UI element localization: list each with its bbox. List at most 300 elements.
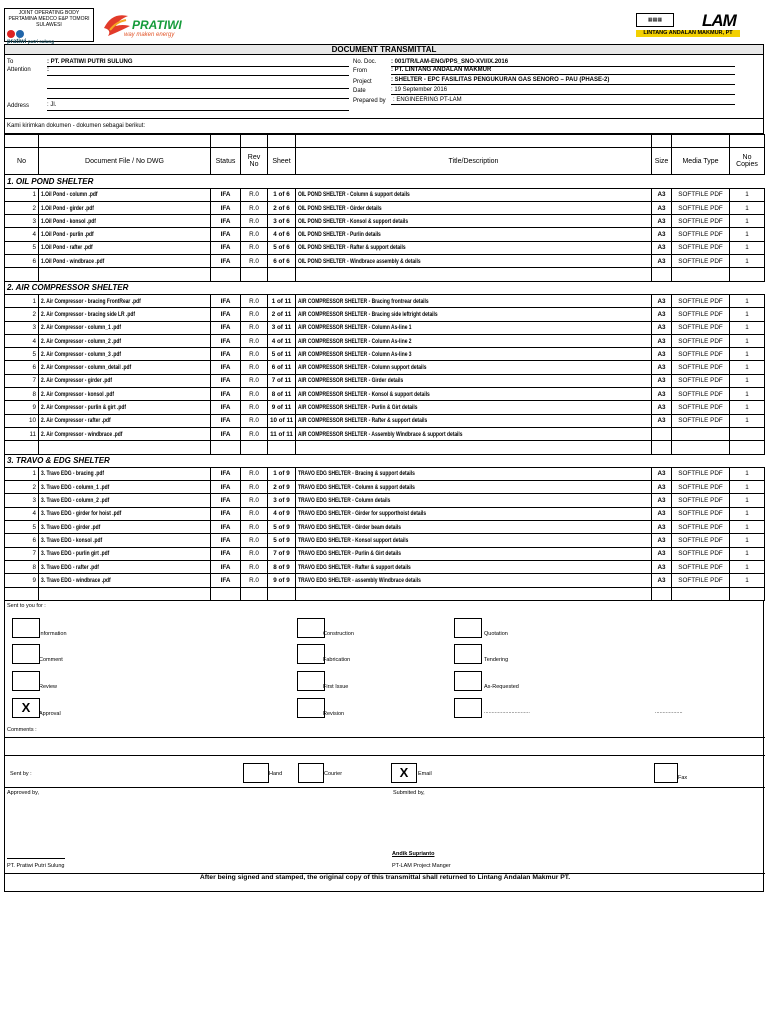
cell-copies: 1 <box>730 215 765 228</box>
section-header-row <box>5 175 765 188</box>
cell-file <box>39 361 211 374</box>
construction-label: Construction <box>323 630 354 637</box>
cell-size <box>652 507 672 520</box>
cell-title-text: TRAVO EDG SHELTER - Girder beam details <box>298 523 401 531</box>
cell-title-text: AIR COMPRESSOR SHELTER - Bracing frontrear details <box>298 297 429 305</box>
cell-media: SOFTFILE PDF <box>672 321 730 334</box>
table-row <box>5 334 765 347</box>
cell-file <box>39 574 211 587</box>
cell-file-text: 3. Travo EDG - rafter .pdf <box>41 563 99 571</box>
col-sheet: Sheet <box>268 148 296 175</box>
cell-sheet <box>268 560 296 573</box>
cell-size-text: A3 <box>657 310 666 318</box>
cell-file-text: 2. Air Compressor - column_1 .pdf <box>41 324 122 332</box>
cell-title <box>296 481 652 494</box>
cell-copies: 1 <box>730 521 765 534</box>
cell-copies: 1 <box>730 574 765 587</box>
cell-sheet <box>268 547 296 560</box>
date-underline <box>391 94 735 95</box>
cell-status-text: IFA <box>220 510 231 518</box>
table-row <box>5 547 765 560</box>
job-logo-line-1: JOINT OPERATING BODY <box>18 10 80 16</box>
cell-sheet <box>268 481 296 494</box>
cell-status <box>211 308 241 321</box>
cell-media: SOFTFILE PDF <box>672 507 730 520</box>
cell-no: 8 <box>5 560 39 573</box>
cell-size <box>652 560 672 573</box>
fabrication-checkbox[interactable] <box>297 644 325 664</box>
cell-status <box>211 574 241 587</box>
cell-rev: R.0 <box>241 494 268 507</box>
cell-media: SOFTFILE PDF <box>672 467 730 480</box>
section-title: 3. TRAVO & EDG SHELTER <box>5 454 765 467</box>
cell-size <box>652 201 672 214</box>
cell-file <box>39 427 211 440</box>
first-issue-label: First Issue <box>323 683 349 690</box>
date-label: Date <box>353 88 366 94</box>
cell-size-text: A3 <box>657 337 666 345</box>
hand-checkbox[interactable] <box>243 763 269 783</box>
cell-title <box>296 467 652 480</box>
cell-copies: 1 <box>730 348 765 361</box>
tendering-label: Tendering <box>484 656 509 663</box>
cell-size <box>652 321 672 334</box>
cell-media: SOFTFILE PDF <box>672 201 730 214</box>
cell-status <box>211 560 241 573</box>
cell-title-text: AIR COMPRESSOR SHELTER - Column As-line 1 <box>298 324 412 332</box>
cell-no: 2 <box>5 481 39 494</box>
table-row <box>5 201 765 214</box>
cell-media: SOFTFILE PDF <box>672 374 730 387</box>
cell-copies <box>730 427 765 440</box>
cell-status-text: IFA <box>220 297 231 305</box>
cell-size-text: A3 <box>657 217 666 225</box>
courier-label: Courier <box>324 770 343 777</box>
cell-media: SOFTFILE PDF <box>672 348 730 361</box>
cell-rev: R.0 <box>241 481 268 494</box>
cell-status <box>211 481 241 494</box>
cell-size <box>652 228 672 241</box>
cell-file-text: 1.Oil Pond - konsol .pdf <box>41 217 96 225</box>
project-label: Project <box>353 79 372 85</box>
cell-file-text: 2. Air Compressor - purlin & girt .pdf <box>41 403 126 411</box>
cell-status-text: IFA <box>220 310 231 318</box>
comment-checkbox[interactable] <box>12 644 40 664</box>
attention-value: : <box>47 67 49 73</box>
cell-media: SOFTFILE PDF <box>672 560 730 573</box>
cell-sheet-text: 6 of 11 <box>271 364 292 372</box>
cell-sheet-text: 3 of 6 <box>273 217 290 225</box>
cell-size <box>652 427 672 440</box>
table-row <box>5 507 765 520</box>
cell-size <box>652 401 672 414</box>
cell-title <box>296 521 652 534</box>
as-requested-checkbox[interactable] <box>454 671 482 691</box>
courier-checkbox[interactable] <box>298 763 324 783</box>
cell-size <box>652 241 672 254</box>
cell-size <box>652 547 672 560</box>
cell-sheet <box>268 215 296 228</box>
cell-sheet <box>268 388 296 401</box>
review-checkbox[interactable] <box>12 671 40 691</box>
cell-sheet <box>268 294 296 307</box>
cell-status <box>211 388 241 401</box>
transmittal-footer <box>4 601 764 892</box>
transmittal-header <box>4 54 764 119</box>
cell-title-text: AIR COMPRESSOR SHELTER - Girder details <box>298 377 404 385</box>
cell-file <box>39 188 211 201</box>
cell-sheet-text: 1 of 9 <box>273 470 290 478</box>
cell-title <box>296 348 652 361</box>
cell-status <box>211 427 241 440</box>
cell-sheet <box>268 228 296 241</box>
information-checkbox[interactable] <box>12 618 40 638</box>
cell-size-text: A3 <box>657 550 666 558</box>
iso-badge-icon: ▦▦▦ <box>636 13 674 27</box>
cell-size <box>652 348 672 361</box>
cell-title-text: TRAVO EDG SHELTER - Rafter & support details <box>298 563 411 571</box>
cell-sheet <box>268 308 296 321</box>
cell-no: 4 <box>5 228 39 241</box>
table-row <box>5 294 765 307</box>
cell-sheet-text: 5 of 9 <box>273 523 290 531</box>
cell-size-text: A3 <box>657 576 666 584</box>
cell-status <box>211 547 241 560</box>
table-row <box>5 241 765 254</box>
cell-status-text: IFA <box>220 191 231 199</box>
cell-file-text: 1.Oil Pond - purlin .pdf <box>41 231 94 239</box>
cell-file <box>39 388 211 401</box>
cell-title-text: OIL POND SHELTER - Purlin details <box>298 231 381 239</box>
cell-media <box>672 427 730 440</box>
cell-no: 1 <box>5 467 39 480</box>
cell-file <box>39 215 211 228</box>
section-header-row <box>5 281 765 294</box>
cell-title-text: AIR COMPRESSOR SHELTER - Purlin & Girt details <box>298 403 418 411</box>
cell-sheet <box>268 188 296 201</box>
cell-copies: 1 <box>730 560 765 573</box>
approval-checkbox[interactable]: X <box>12 698 40 718</box>
other-dots-1: .............................. <box>484 708 530 715</box>
cell-status-text: IFA <box>220 337 231 345</box>
approved-by-label: Approved by, <box>7 789 40 796</box>
fax-checkbox[interactable] <box>654 763 678 783</box>
cell-status <box>211 507 241 520</box>
table-row <box>5 494 765 507</box>
cell-no: 5 <box>5 348 39 361</box>
prepared-label: Prepared by <box>353 98 386 104</box>
cell-file <box>39 374 211 387</box>
cell-file-text: 2. Air Compressor - column_detail .pdf <box>41 364 132 372</box>
col-no: No <box>5 148 39 175</box>
cell-size-text: A3 <box>657 483 666 491</box>
cell-size-text: A3 <box>657 417 666 425</box>
cell-file <box>39 228 211 241</box>
cell-sheet-text: 6 of 6 <box>273 257 290 265</box>
cell-size-text: A3 <box>657 563 666 571</box>
cell-status-text: IFA <box>220 563 231 571</box>
email-checkbox[interactable]: X <box>391 763 417 783</box>
cell-status <box>211 321 241 334</box>
to-underline <box>47 66 349 67</box>
cell-status-text: IFA <box>220 550 231 558</box>
to-label: To <box>7 59 14 65</box>
other-checkbox[interactable] <box>454 698 482 718</box>
table-row <box>5 574 765 587</box>
cell-title <box>296 374 652 387</box>
table-row <box>5 348 765 361</box>
sent-by-label: Sent by : <box>10 770 32 777</box>
tendering-checkbox[interactable] <box>454 644 482 664</box>
cell-media: SOFTFILE PDF <box>672 228 730 241</box>
first-issue-checkbox[interactable] <box>297 671 325 691</box>
cell-title <box>296 228 652 241</box>
cell-status-text: IFA <box>220 204 231 212</box>
cell-rev: R.0 <box>241 201 268 214</box>
table-body <box>5 175 765 601</box>
cell-sheet-text: 1 of 6 <box>273 191 290 199</box>
cell-sheet <box>268 507 296 520</box>
cell-size <box>652 534 672 547</box>
information-label: Information <box>39 630 67 637</box>
logo-bar <box>4 6 764 44</box>
cell-no: 6 <box>5 255 39 268</box>
cell-title-text: OIL POND SHELTER - Windbrace assembly & details <box>298 257 421 265</box>
cell-media: SOFTFILE PDF <box>672 414 730 427</box>
comments-label: Comments : <box>7 726 37 733</box>
pratiwi-tagline: way maken energy <box>124 32 175 38</box>
blank-underline-2 <box>47 98 349 99</box>
cell-size-text: A3 <box>657 364 666 372</box>
attention-underline <box>47 75 349 76</box>
revision-label: Revision <box>323 710 345 717</box>
cell-size <box>652 308 672 321</box>
cell-sheet <box>268 321 296 334</box>
cell-status-text: IFA <box>220 390 231 398</box>
section-title: 2. AIR COMPRESSOR SHELTER <box>5 281 765 294</box>
from-label: From <box>353 68 367 74</box>
cell-sheet <box>268 361 296 374</box>
approval-label: Approval <box>39 710 61 717</box>
cell-file-text: 2. Air Compressor - windbrace .pdf <box>41 430 123 438</box>
cell-sheet-text: 5 of 6 <box>273 244 290 252</box>
cell-copies: 1 <box>730 534 765 547</box>
table-row <box>5 414 765 427</box>
table-row <box>5 388 765 401</box>
cell-size <box>652 215 672 228</box>
cell-size <box>652 255 672 268</box>
cell-title-text: TRAVO EDG SHELTER - Column & support details <box>298 483 415 491</box>
cell-no: 3 <box>5 494 39 507</box>
cell-sheet-text: 2 of 6 <box>273 204 290 212</box>
cell-copies: 1 <box>730 401 765 414</box>
cell-copies: 1 <box>730 294 765 307</box>
section-spacer <box>5 441 765 454</box>
cell-title-text: AIR COMPRESSOR SHELTER - Column support details <box>298 364 427 372</box>
cell-no: 9 <box>5 401 39 414</box>
lam-company-name: LINTANG ANDALAN MAKMUR, PT <box>636 30 740 37</box>
table-row <box>5 255 765 268</box>
cell-copies: 1 <box>730 321 765 334</box>
cell-media: SOFTFILE PDF <box>672 215 730 228</box>
submitter-role: PT-LAM Project Manger <box>392 862 451 869</box>
cell-status <box>211 361 241 374</box>
pratiwi-logo-text: PRATIWI <box>132 18 182 32</box>
lam-logo <box>636 11 766 41</box>
cell-copies: 1 <box>730 308 765 321</box>
cell-size <box>652 188 672 201</box>
pertamina-mark-icon <box>7 30 15 38</box>
table-row <box>5 308 765 321</box>
cell-size-text: A3 <box>657 191 666 199</box>
cell-title <box>296 534 652 547</box>
cell-file <box>39 494 211 507</box>
section-title: 1. OIL POND SHELTER <box>5 175 765 188</box>
cell-file <box>39 560 211 573</box>
cell-copies: 1 <box>730 188 765 201</box>
cell-media: SOFTFILE PDF <box>672 241 730 254</box>
quotation-checkbox[interactable] <box>454 618 482 638</box>
cell-title <box>296 427 652 440</box>
cell-rev: R.0 <box>241 401 268 414</box>
cell-file-text: 1.Oil Pond - column .pdf <box>41 191 98 199</box>
cell-rev: R.0 <box>241 255 268 268</box>
cell-title <box>296 294 652 307</box>
nodoc-label: No. Doc. <box>353 59 377 65</box>
cell-title-text: TRAVO EDG SHELTER - Girder for supporthoist details <box>298 510 427 518</box>
cell-media: SOFTFILE PDF <box>672 494 730 507</box>
table-row <box>5 401 765 414</box>
cell-status <box>211 241 241 254</box>
nodoc-value: : 001/TR/LAM-ENG/PPS_SNO-XVI/IX.2016 <box>391 59 509 65</box>
cell-title <box>296 560 652 573</box>
table-row <box>5 361 765 374</box>
table-row <box>5 560 765 573</box>
cell-no: 7 <box>5 547 39 560</box>
cell-file-text: 2. Air Compressor - column_2 .pdf <box>41 337 122 345</box>
cell-no: 4 <box>5 334 39 347</box>
cell-status-text: IFA <box>220 364 231 372</box>
cell-title-text: OIL POND SHELTER - Konsol & support details <box>298 217 409 225</box>
cell-size-text: A3 <box>657 231 666 239</box>
cell-status <box>211 414 241 427</box>
cell-no: 5 <box>5 521 39 534</box>
cell-size <box>652 361 672 374</box>
cell-no: 6 <box>5 534 39 547</box>
cell-no: 7 <box>5 374 39 387</box>
fabrication-label: Fabrication <box>323 656 351 663</box>
cell-rev: R.0 <box>241 321 268 334</box>
cell-media: SOFTFILE PDF <box>672 481 730 494</box>
cell-sheet <box>268 348 296 361</box>
cell-sheet <box>268 374 296 387</box>
cell-status <box>211 201 241 214</box>
cell-sheet-text: 8 of 11 <box>271 390 292 398</box>
from-value: : PT. LINTANG ANDALAN MAKMUR <box>391 67 492 73</box>
cell-file-text: 2. Air Compressor - column_3 .pdf <box>41 350 122 358</box>
cell-rev: R.0 <box>241 547 268 560</box>
cell-sheet-text: 4 of 9 <box>273 510 290 518</box>
cell-status <box>211 334 241 347</box>
cell-status-text: IFA <box>220 350 231 358</box>
cell-file-text: 3. Travo EDG - column_1 .pdf <box>41 483 110 491</box>
cell-copies: 1 <box>730 255 765 268</box>
cell-file <box>39 321 211 334</box>
cell-file <box>39 467 211 480</box>
cell-title-text: AIR COMPRESSOR SHELTER - Column As-line 2 <box>298 337 412 345</box>
cell-title-text: OIL POND SHELTER - Girder details <box>298 204 382 212</box>
cell-file-text: 1.Oil Pond - rafter .pdf <box>41 244 93 252</box>
cell-media: SOFTFILE PDF <box>672 294 730 307</box>
cell-rev: R.0 <box>241 467 268 480</box>
cell-sheet-text: 5 of 9 <box>273 536 290 544</box>
cell-no: 2 <box>5 201 39 214</box>
cell-title <box>296 188 652 201</box>
cell-title-text: AIR COMPRESSOR SHELTER - Bracing side leftright details <box>298 310 438 318</box>
cell-title <box>296 201 652 214</box>
cell-size-text: A3 <box>657 390 666 398</box>
cell-size-text: A3 <box>657 297 666 305</box>
cell-file <box>39 547 211 560</box>
cell-size-text: A3 <box>657 257 666 265</box>
cell-size <box>652 481 672 494</box>
cell-rev: R.0 <box>241 334 268 347</box>
cell-sheet-text: 10 of 11 <box>270 417 294 425</box>
cell-media: SOFTFILE PDF <box>672 574 730 587</box>
table-row <box>5 481 765 494</box>
job-logo <box>4 8 94 45</box>
col-document-file: Document File / No DWG <box>39 148 211 175</box>
cell-file <box>39 308 211 321</box>
cell-sheet <box>268 521 296 534</box>
cell-rev: R.0 <box>241 308 268 321</box>
cell-file-text: 3. Travo EDG - girder .pdf <box>41 523 101 531</box>
cell-title <box>296 215 652 228</box>
cell-size-text: A3 <box>657 204 666 212</box>
cell-sheet <box>268 494 296 507</box>
intro-text: Kami kirimkan dokumen - dokumen sebagai berikut: <box>4 119 764 134</box>
cell-file <box>39 534 211 547</box>
cell-status-text: IFA <box>220 576 231 584</box>
cell-status <box>211 521 241 534</box>
cell-file-text: 3. Travo EDG - purlin girt .pdf <box>41 550 110 558</box>
cell-size-text: A3 <box>657 377 666 385</box>
cell-no: 6 <box>5 361 39 374</box>
section-header-row <box>5 454 765 467</box>
table-row <box>5 215 765 228</box>
cell-size <box>652 521 672 534</box>
cell-status <box>211 401 241 414</box>
cell-file <box>39 414 211 427</box>
medco-mark-icon <box>16 30 24 38</box>
cell-status-text: IFA <box>220 523 231 531</box>
job-logo-line-2: PERTAMINA MEDCO E&P TOMORI SULAWESI <box>8 16 90 28</box>
cell-copies: 1 <box>730 507 765 520</box>
construction-checkbox[interactable] <box>297 618 325 638</box>
cell-status <box>211 255 241 268</box>
comments-line-1 <box>5 737 765 738</box>
cell-size <box>652 467 672 480</box>
cell-no: 11 <box>5 427 39 440</box>
cell-copies: 1 <box>730 361 765 374</box>
revision-checkbox[interactable] <box>297 698 325 718</box>
cell-sheet <box>268 334 296 347</box>
cell-sheet-text: 3 of 11 <box>271 324 292 332</box>
cell-size-text: A3 <box>657 523 666 531</box>
hand-label: Hand <box>269 770 283 777</box>
cell-rev: R.0 <box>241 348 268 361</box>
lam-mark: LAM <box>702 11 736 30</box>
